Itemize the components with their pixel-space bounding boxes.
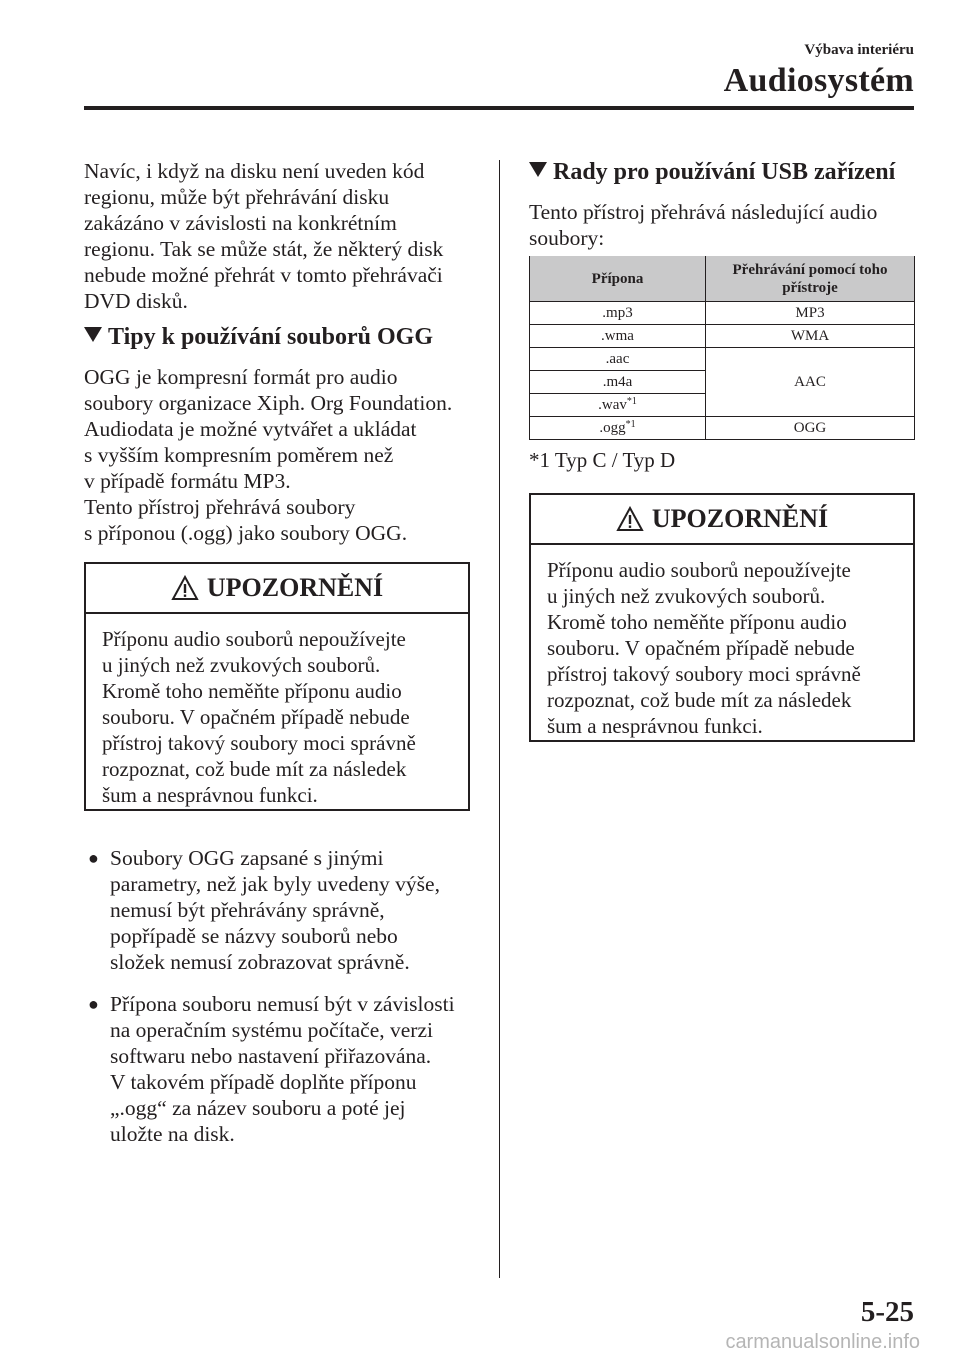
table-cell: .m4a (530, 371, 706, 394)
text-line: Navíc, i když na disku není uveden kód (84, 159, 425, 183)
text-line: soubory organizace Xiph. Org Foundation. (84, 391, 453, 415)
text-line: rozpoznat, což bude mít za následek (547, 688, 852, 712)
bullet-icon: ● (88, 848, 99, 868)
text-line: Kromě toho neměňte příponu audio (547, 610, 847, 634)
triangle-down-icon (84, 327, 102, 342)
caution-title: UPOZORNĚNÍ (206, 573, 384, 602)
header-rule (84, 106, 914, 110)
table-row (530, 325, 915, 348)
table-cell: .ogg$^{*1}$ (530, 417, 706, 440)
caution-title: UPOZORNĚNÍ (651, 504, 829, 533)
warning-icon (171, 575, 199, 601)
page-number: 5-25 (860, 1296, 914, 1328)
formats-table (529, 256, 915, 440)
list-item (84, 845, 474, 975)
table-header-cell: Přehrávání pomocí toho přístroje (706, 256, 915, 302)
text-line: V takovém případě doplňte příponu (110, 1070, 417, 1094)
table-cell: OGG (706, 417, 915, 440)
list-item (84, 991, 474, 1147)
text-line: DVD disků. (84, 289, 188, 313)
table-cell: AAC (706, 348, 915, 417)
text-line: uložte na disk. (110, 1122, 235, 1146)
table-header-row (530, 256, 915, 302)
ogg-heading (84, 322, 468, 352)
bullet-list (84, 845, 474, 1163)
table-row (530, 417, 915, 440)
text-line: popřípadě se názvy souborů nebo (110, 924, 398, 948)
caution-body (86, 614, 468, 822)
table-cell: .mp3 (530, 302, 706, 325)
text-line: u jiných než zvukových souborů. (102, 653, 381, 677)
bullet-icon: ● (88, 994, 99, 1014)
text-line: nemusí být přehrávány správně, (110, 898, 385, 922)
text-line: Audiodata je možné vytvářet a ukládat (84, 417, 417, 441)
caution-header (86, 564, 468, 614)
text-line: soubory: (529, 226, 605, 250)
ogg-paragraph (84, 364, 468, 546)
usb-paragraph (529, 199, 915, 251)
text-line: nebude možné přehrát v tomto přehrávači (84, 263, 443, 287)
text-line: Příponu audio souborů nepoužívejte (102, 627, 406, 651)
text-line: Tento přístroj přehrává soubory (84, 495, 356, 519)
table-row (530, 302, 915, 325)
text-line: Tento přístroj přehrává následující audio (529, 200, 878, 224)
table-cell: .wma (530, 325, 706, 348)
section-title: Výbava interiéru (804, 42, 914, 58)
ogg-heading-text: Tipy k používání souborů OGG (108, 324, 434, 350)
caution-box-left (84, 562, 470, 811)
text-line: v případě formátu MP3. (84, 469, 291, 493)
text-line: Soubory OGG zapsané s jinými (110, 846, 384, 870)
triangle-down-icon (529, 162, 547, 177)
text-line: Příponu audio souborů nepoužívejte (547, 558, 851, 582)
text-line: Přípona souboru nemusí být v závislosti (110, 992, 455, 1016)
text-line: zakázáno v závislosti na konkrétním (84, 211, 397, 235)
text-line: parametry, než jak byly uvedeny výše, (110, 872, 440, 896)
text-line: přístroj takový soubory moci správně (547, 662, 861, 686)
chapter-title: Audiosystém (723, 62, 914, 99)
table-cell: .aac (530, 348, 706, 371)
text-line: na operačním systému počítače, verzi (110, 1018, 433, 1042)
text-line: souboru. V opačném případě nebude (547, 636, 855, 660)
text-line: šum a nesprávnou funkci. (102, 783, 318, 807)
text-line: přístroj takový soubory moci správně (102, 731, 416, 755)
usb-heading-text: Rady pro používání USB zařízení (553, 159, 896, 185)
text-line: souboru. V opačném případě nebude (102, 705, 410, 729)
text-line: s vyšším kompresním poměrem než (84, 443, 394, 467)
text-line: softwaru nebo nastavení přiřazována. (110, 1044, 432, 1068)
region-paragraph (84, 158, 468, 314)
table-row (530, 348, 915, 371)
table-cell: WMA (706, 325, 915, 348)
watermark: carmanualsonline.info (725, 1331, 920, 1353)
text-line: s příponou (.ogg) jako soubory OGG. (84, 521, 408, 545)
warning-icon (616, 506, 644, 532)
text-line: šum a nesprávnou funkci. (547, 714, 763, 738)
text-line: „.ogg“ za název souboru a poté jej (110, 1096, 406, 1120)
table-header-cell: Přípona (530, 256, 706, 302)
text-line: regionu, může být přehrávání disku (84, 185, 390, 209)
text-line: složek nemusí zobrazovat správně. (110, 950, 410, 974)
column-divider (499, 160, 500, 1278)
text-line: Kromě toho neměňte příponu audio (102, 679, 402, 703)
caution-box-right (529, 493, 915, 742)
caution-body (531, 545, 913, 753)
usb-heading (529, 157, 915, 187)
table-footnote: *1 Typ C / Typ D (529, 448, 676, 472)
text-line: rozpoznat, což bude mít za následek (102, 757, 407, 781)
table-cell: .wav$^{*1}$ (530, 394, 706, 417)
caution-header (531, 495, 913, 545)
text-line: OGG je kompresní formát pro audio (84, 365, 398, 389)
table-cell: MP3 (706, 302, 915, 325)
text-line: regionu. Tak se může stát, že některý disk (84, 237, 444, 261)
text-line: u jiných než zvukových souborů. (547, 584, 826, 608)
